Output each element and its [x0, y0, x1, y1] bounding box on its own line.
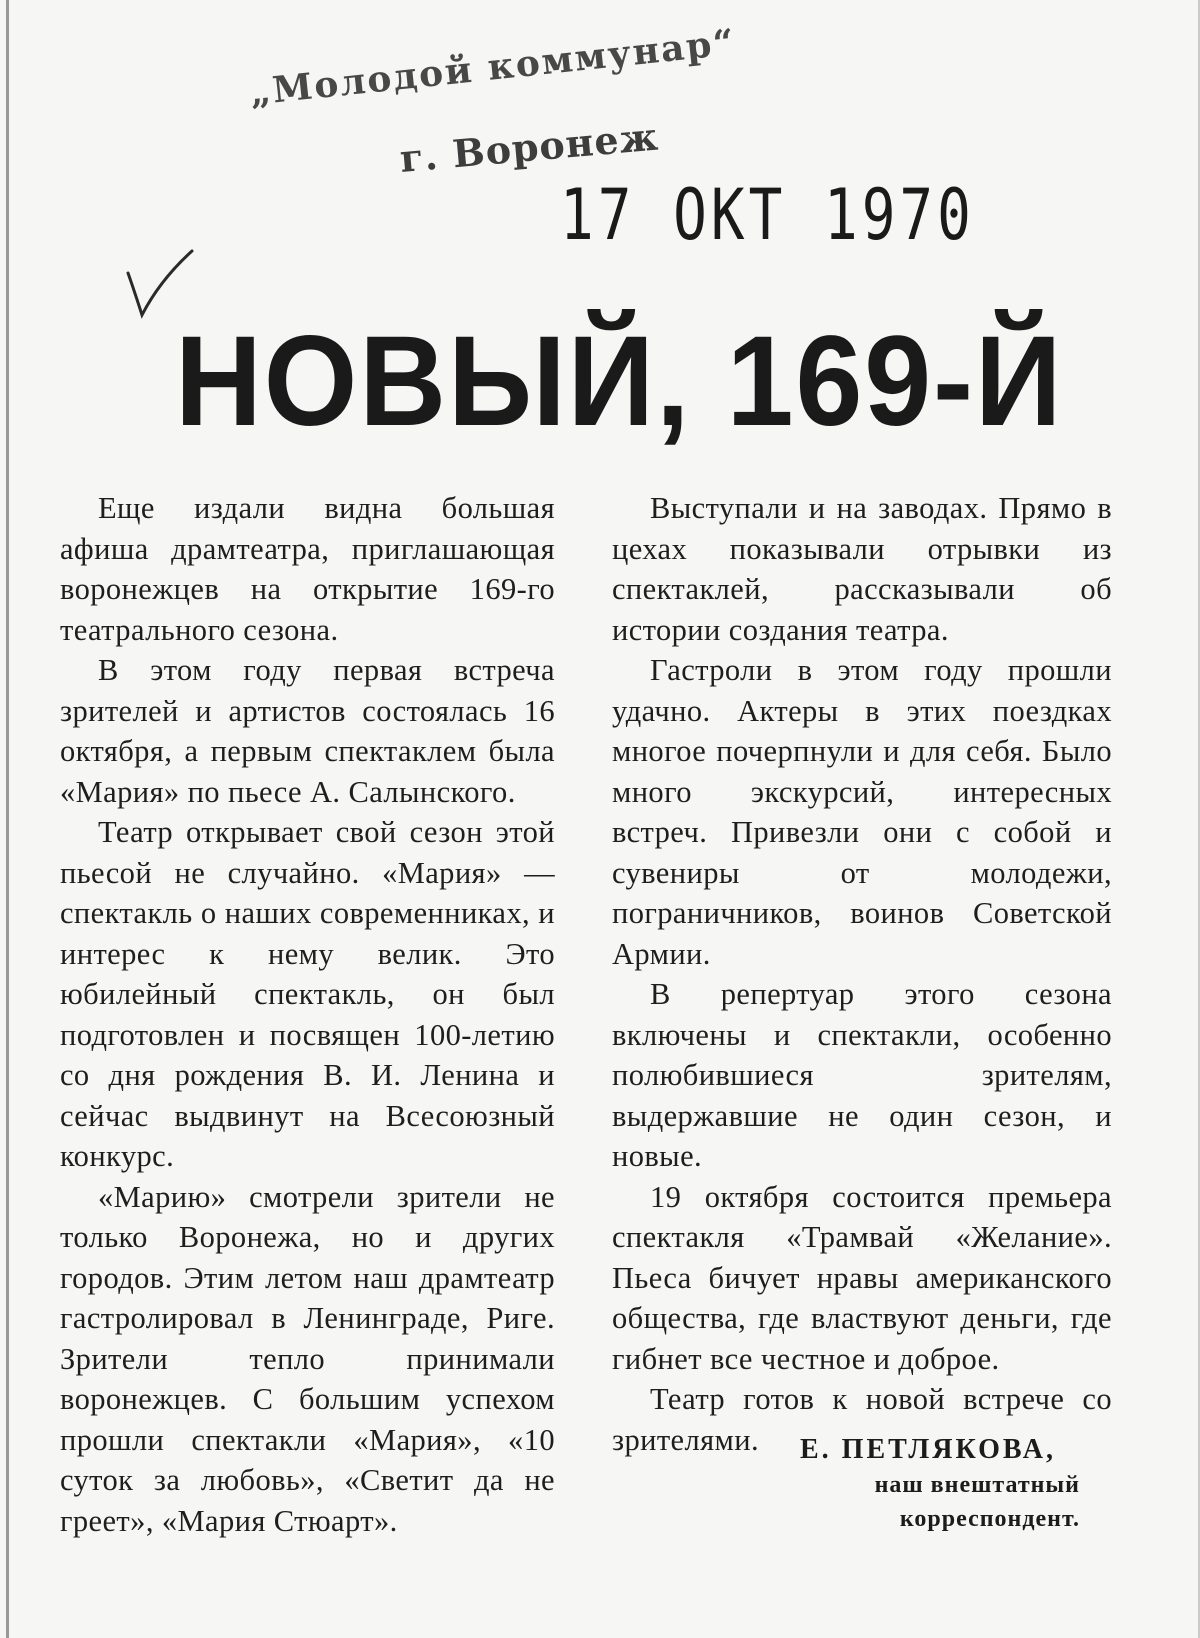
- paragraph: В этом году первая встреча зрителей и артистов состоялась 16 октября, а первым спектаклем была «Мария» по пьесе А. Салынского.: [60, 653, 555, 809]
- stamp-newspaper-name: „Молодой коммунар“: [247, 21, 738, 114]
- author-signature: [720, 1432, 1120, 1536]
- paragraph: Еще издали видна большая афиша драмтеатра, приглашающая воронежцев на открытие 169-го театрального сезона.: [60, 491, 555, 647]
- paragraph: Театр готов к новой встрече со зрителями.: [612, 1382, 1112, 1457]
- paragraph: «Марию» смотрели зрители не только Воронежа, но и других городов. Этим летом наш драмтеатр гастролировал в Ленинграде, Риге. Зрители тепло принимали воронежцев. С большим успехом прошли спектакли «Мария», «10 суток за любовь», «Светит да не греет», «Мария Стюарт».: [60, 1179, 555, 1538]
- stamp-city: г. Воронеж: [398, 113, 661, 181]
- paragraph: В репертуар этого сезона включены и спектакли, особенно полюбившиеся зрителям, выдержавшие не один сезон, и новые.: [612, 977, 1112, 1173]
- paper-edge-left: [6, 0, 9, 1638]
- author-role-line1: наш внештатный: [874, 1472, 1080, 1498]
- paragraph: Театр открывает свой сезон этой пьесой не случайно. «Мария» — спектакль о наших современниках, и интерес к нему велик. Это юбилейный спектакль, он был подготовлен и посвящен 100-летию со дня рождения В. И. Ленина и сейчас выдвинут на Всесоюзный конкурс.: [60, 815, 555, 1173]
- stamp-date: 17 ОКТ 1970: [560, 175, 975, 257]
- article-column-right: [612, 488, 1112, 1460]
- paragraph: Выступали и на заводах. Прямо в цехах показывали отрывки из спектаклей, рассказывали об истории создания театра.: [612, 491, 1112, 647]
- newspaper-stamp: [247, 21, 975, 257]
- paragraph: 19 октября состоится премьера спектакля «Трамвай «Желание». Пьеса бичует нравы американского общества, где властвуют деньги, где гибнет все честное и доброе.: [612, 1179, 1112, 1376]
- article-column-left: [60, 488, 555, 1541]
- author-name: Е. ПЕТЛЯКОВА,: [800, 1434, 1057, 1465]
- paragraph: Гастроли в этом году прошли удачно. Актеры в этих поездках многое почерпнули и для себя. Было много экскурсий, интересных встреч. Привезли они с собой и сувениры от молодежи, пограничников, воинов Советской Армии.: [612, 653, 1112, 971]
- article-headline: НОВЫЙ, 169-Й: [175, 310, 1064, 453]
- author-role-line2: корреспондент.: [899, 1506, 1080, 1532]
